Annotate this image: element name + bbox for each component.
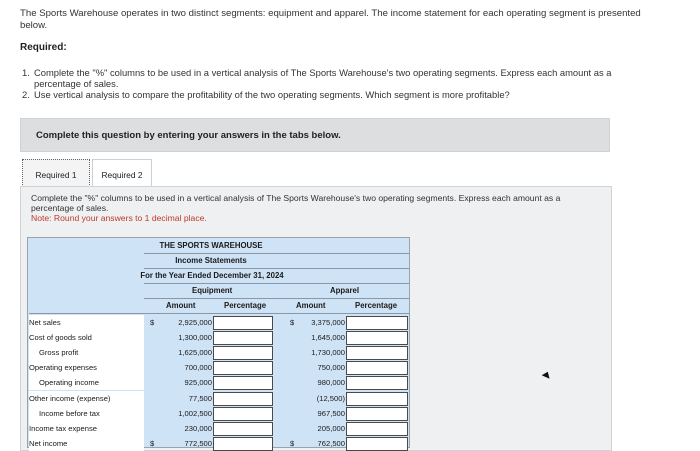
equipment-percentage-header: Percentage	[224, 301, 267, 310]
apparel-percentage-input[interactable]	[346, 376, 408, 390]
apparel-percentage-header: Percentage	[355, 301, 398, 310]
apparel-amount: 3,375,000	[311, 318, 345, 327]
equipment-amount: 1,002,500	[178, 409, 212, 418]
row-label: Net income	[29, 436, 144, 451]
requirement-number: 1.	[22, 67, 30, 78]
apparel-percentage-input[interactable]	[346, 437, 408, 451]
instruction-text: Complete the "%" columns to be used in a vertical analysis of The Sports Warehouse's two operating segments. Express each amount as a percentage of sales.	[31, 193, 561, 213]
apparel-amount: 762,500	[317, 439, 345, 448]
equipment-percentage-input[interactable]	[213, 422, 273, 436]
apparel-percentage-input[interactable]	[346, 331, 408, 345]
row-label: Operating expenses	[29, 360, 144, 375]
requirements-list	[22, 68, 642, 101]
equipment-amount-header: Amount	[166, 301, 196, 310]
statement-period: For the Year Ended December 31, 2024	[140, 271, 284, 280]
tab-required-1[interactable]: Required 1	[22, 159, 90, 187]
equipment-amount: 772,500	[184, 439, 212, 448]
tab-required-2[interactable]: Required 2	[92, 159, 152, 187]
equipment-amount: 1,300,000	[178, 333, 212, 342]
equipment-amount: 925,000	[184, 378, 212, 387]
problem-intro: The Sports Warehouse operates in two distinct segments: equipment and apparel. The income statement for each operating segment is presented below.	[20, 8, 641, 31]
tab-panel	[20, 186, 612, 451]
banner-text: Complete this question by entering your answers in the tabs below.	[36, 130, 341, 141]
equipment-amount: 77,500	[188, 394, 212, 403]
requirement-text: Complete the "%" columns to be used in a vertical analysis of The Sports Warehouse's two operating segments. Express each amount as a percentage of sales.	[34, 67, 612, 89]
equipment-percentage-input[interactable]	[213, 316, 273, 330]
apparel-amount-header: Amount	[296, 301, 326, 310]
rounding-note: Note: Round your answers to 1 decimal place.	[31, 213, 207, 223]
requirement-text: Use vertical analysis to compare the profitability of the two operating segments. Which segment is more profitable?	[34, 89, 510, 100]
equipment-percentage-input[interactable]	[213, 331, 273, 345]
row-label: Income tax expense	[29, 421, 144, 436]
currency-symbol: $	[150, 439, 155, 448]
equipment-amount: 700,000	[184, 363, 212, 372]
row-label: Cost of goods sold	[29, 330, 144, 345]
apparel-amount: 980,000	[317, 378, 345, 387]
equipment-percentage-input[interactable]	[213, 361, 273, 375]
equipment-percentage-input[interactable]	[213, 407, 273, 421]
equipment-header: Equipment	[192, 286, 233, 295]
apparel-header: Apparel	[330, 286, 360, 295]
row-label: Income before tax	[29, 406, 144, 421]
currency-symbol: $	[150, 318, 155, 327]
requirement-1	[22, 68, 642, 89]
apparel-amount: 967,500	[317, 409, 345, 418]
apparel-percentage-input[interactable]	[346, 407, 408, 421]
equipment-percentage-input[interactable]	[213, 392, 273, 406]
currency-symbol: $	[290, 318, 295, 327]
requirement-number: 2.	[22, 89, 30, 100]
equipment-amount: 1,625,000	[178, 348, 212, 357]
currency-symbol: $	[290, 439, 295, 448]
required-heading: Required:	[20, 42, 67, 53]
row-label: Net sales	[29, 315, 144, 330]
mouse-pointer-icon	[542, 372, 552, 382]
apparel-percentage-input[interactable]	[346, 316, 408, 330]
equipment-percentage-input[interactable]	[213, 346, 273, 360]
company-name: THE SPORTS WAREHOUSE	[159, 241, 263, 250]
apparel-percentage-input[interactable]	[346, 361, 408, 375]
apparel-amount: 750,000	[317, 363, 345, 372]
row-label: Operating income	[29, 375, 144, 390]
apparel-amount: 205,000	[317, 424, 345, 433]
apparel-amount: 1,730,000	[311, 348, 345, 357]
panel-instructions	[31, 193, 591, 223]
income-statement-table	[27, 237, 410, 448]
requirement-2	[22, 90, 642, 101]
equipment-amount: 230,000	[184, 424, 212, 433]
apparel-percentage-input[interactable]	[346, 422, 408, 436]
equipment-percentage-input[interactable]	[213, 376, 273, 390]
apparel-amount: (12,500)	[316, 394, 345, 403]
equipment-amount: 2,925,000	[178, 318, 212, 327]
apparel-amount: 1,645,000	[311, 333, 345, 342]
apparel-percentage-input[interactable]	[346, 346, 408, 360]
instruction-banner	[20, 118, 610, 152]
equipment-percentage-input[interactable]	[213, 437, 273, 451]
apparel-percentage-input[interactable]	[346, 392, 408, 406]
statement-title: Income Statements	[175, 256, 247, 265]
row-label: Gross profit	[29, 345, 144, 360]
row-label: Other income (expense)	[29, 391, 144, 406]
